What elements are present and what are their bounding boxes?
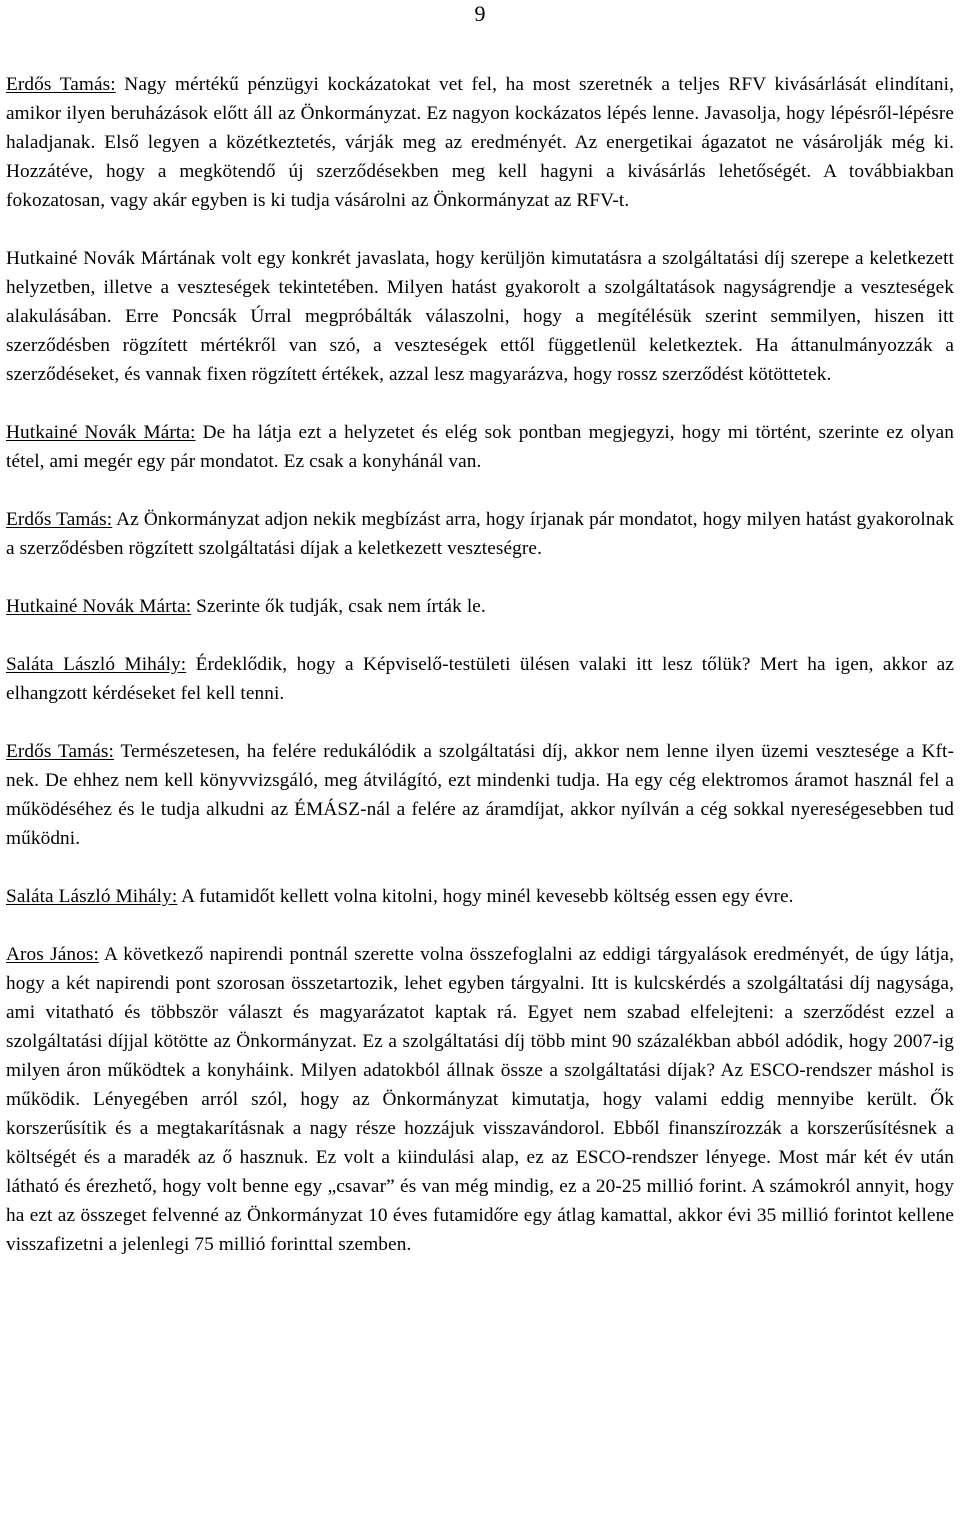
paragraph-5 [6,592,954,621]
paragraph-7 [6,737,954,853]
paragraph-4 [6,505,954,563]
paragraph-2 [6,244,954,389]
speaker-name: Erdős Tamás: [6,741,114,762]
speaker-name: Saláta László Mihály: [6,886,178,907]
paragraph-text: A futamidőt kellett volna kitolni, hogy minél kevesebb költség essen egy évre. [177,886,794,907]
speaker-name: Hutkainé Novák Márta: [6,596,192,617]
speaker-name: Saláta László Mihály: [6,654,187,675]
paragraph-text: Természetesen, ha felére redukálódik a szolgáltatási díj, akkor nem lenne ilyen üzemi vesztesége a Kft-nek. De ehhez nem kell könyvvizsgáló, meg átvilágító, ezt mindenki tudja. Ha egy cég elektromos áramot használ fel a működéséhez és le tudja alkudni az ÉMÁSZ-nál a felére az áramdíjat, akkor nyílván a cég sokkal nyereségesebben tud működni. [6,741,954,849]
speaker-name: Aros János: [6,944,99,965]
speaker-name: Erdős Tamás: [6,509,113,530]
paragraph-6 [6,650,954,708]
paragraph-text: Nagy mértékű pénzügyi kockázatokat vet fel, ha most szeretnék a teljes RFV kivásárlását elindítani, amikor ilyen beruházások előtt áll az Önkormányzat. Ez nagyon kockázatos lépés lenne. Javasolja, hogy lépésről-lépésre haladjanak. Első legyen a közétkeztetés, várják meg az eredményét. Az energetikai ágazatot ne vásárolják még ki. Hozzátéve, hogy a megkötendő új szerződésekben meg kell hagyni a kivásárlás lehetőségét. A továbbiakban fokozatosan, vagy akár egyben is ki tudja vásárolni az Önkormányzat az RFV-t. [6,74,954,211]
page-number: 9 [474,1,486,26]
paragraph-text: Érdeklődik, hogy a Képviselő-testületi ülésen valaki itt lesz tőlük? Mert ha igen, akkor az elhangzott kérdéseket fel kell tenni. [6,654,954,704]
speaker-name: Hutkainé Novák Márta: [6,422,196,443]
document-body [6,70,954,1288]
paragraph-text: Hutkainé Novák Mártának volt egy konkrét javaslata, hogy kerüljön kimutatásra a szolgáltatási díj szerepe a keletkezett helyzetben, illetve a veszteségek tekintetében. Milyen hatást gyakorolt a szolgáltatások nagyságrendje a veszteségek alakulásában. Erre Poncsák Úrral megpróbálták válaszolni, hogy a megítélésük szerint semmilyen, hiszen itt szerződésben rögzített mértékről van szó, a veszteségek ettől függetlenül keletkeztek. Ha áttanulmányozzák a szerződéseket, és vannak fixen rögzített értékek, azzal lesz magyarázva, hogy rossz szerződést kötöttetek. [6,248,954,385]
paragraph-8 [6,882,954,911]
paragraph-text: De ha látja ezt a helyzetet és elég sok pontban megjegyzi, hogy mi történt, szerinte ez olyan tétel, ami megér egy pár mondatot. Ez csak a konyhánál van. [6,422,954,472]
paragraph-3 [6,418,954,476]
speaker-name: Erdős Tamás: [6,74,116,95]
paragraph-text: Az Önkormányzat adjon nekik megbízást arra, hogy írjanak pár mondatot, hogy milyen hatást gyakorolnak a szerződésben rögzített szolgáltatási díjak a keletkezett veszteségre. [6,509,954,559]
paragraph-text: A következő napirendi pontnál szerette volna összefoglalni az eddigi tárgyalások eredményét, de úgy látja, hogy a két napirendi pont szorosan összetartozik, lehet egyben tárgyalni. Itt is kulcskérdés a szolgáltatási díj nagysága, ami vitatható és többször választ és magyarázatot kaptak rá. Egyet nem szabad elfelejteni: a szerződést ezzel a szolgáltatási díjjal kötötte az Önkormányzat. Ez a szolgáltatási díj több mint 90 százalékban abból adódik, hogy 2007-ig milyen áron működtek a konyháink. Milyen adatokból állnak össze a szolgáltatási díjak? Az ESCO-rendszer máshol is működik. Lényegében arról szól, hogy az Önkormányzat kimutatja, hogy valami eddig mennyibe került. Ők korszerűsítik és a megtakarításnak a nagy része hozzájuk visszavándorol. Ebből finanszírozzák a korszerűsítésnek a költségét és a maradék az ő hasznuk. Ez volt a kiindulási alap, ez az ESCO-rendszer lényege. Most már két év után látható és érezhető, hogy volt benne egy „csavar” és van még mindig, ez a 20-25 millió forint. A számokról annyit, hogy ha ezt az összeget felvenné az Önkormányzat 10 éves futamidőre egy átlag kamattal, akkor évi 35 millió forintot kellene visszafizetni a jelenlegi 75 millió forinttal szemben. [6,944,954,1255]
paragraph-text: Szerinte ők tudják, csak nem írták le. [191,596,486,617]
paragraph-9 [6,940,954,1259]
paragraph-1 [6,70,954,215]
